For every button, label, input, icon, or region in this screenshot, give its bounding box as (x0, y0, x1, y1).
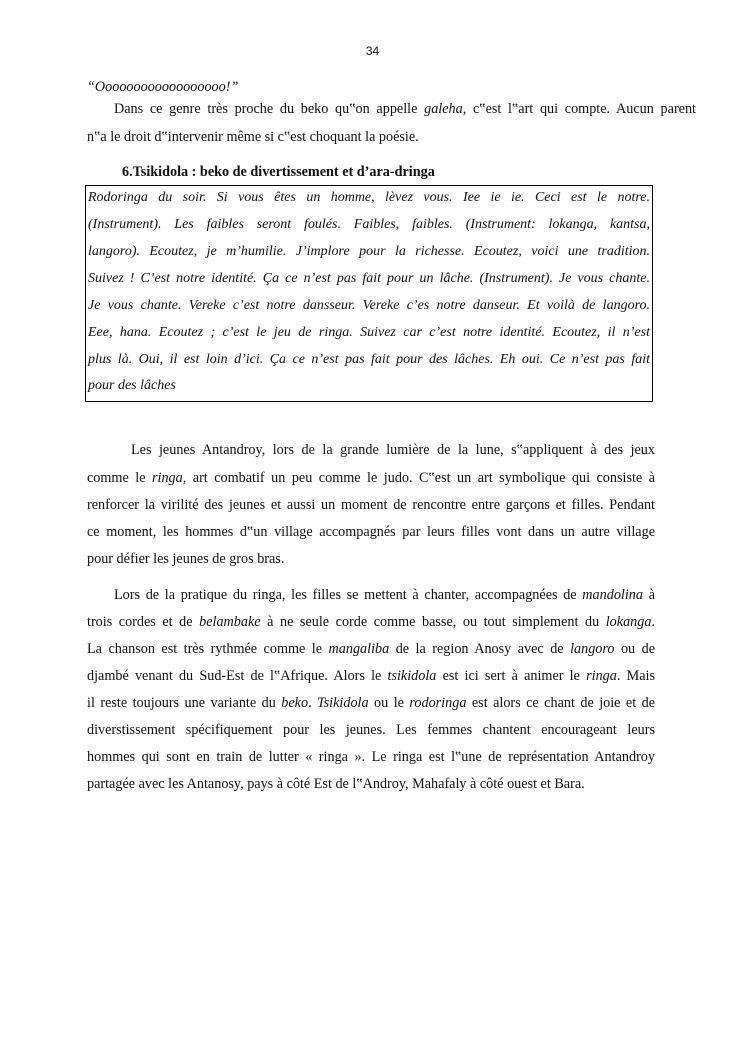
paragraph-2-line-1: Lors de la pratique du ringa, les filles se mettent à chanter, accompagnées de mandolina à (114, 587, 655, 603)
paragraph-2-line-6: diverstissement spécifiquement pour les jeunes. Les femmes chantent encourageant leurs (87, 722, 655, 738)
paragraph-2-line-5: il reste toujours une variante du beko. Tsikidola ou le rodoringa est alors ce chant de joie et de (87, 695, 656, 711)
quote-line: Eee, hana. Ecoutez ; c’est le jeu de ringa. Suivez car c’est notre identité. Ecoutez, il n’est (88, 325, 650, 340)
quote-line: plus là. Oui, il est loin d’ici. Ça ce n’est pas fait pour des lâches. Eh oui. Ce n’est pas fait (88, 352, 650, 367)
quote-line: pour des lâches (88, 378, 176, 393)
quote-line: (Instrument). Les faibles seront foulés. Faibles, faibles. (Instrument: lokanga, kantsa, (88, 217, 650, 232)
paragraph-2-line-7: hommes qui sont en train de lutter « ringa ». Le ringa est l‟une de représentation Antandroy (87, 749, 655, 765)
quote-line: Suivez ! C’est notre identité. Ça ce n’est pas fait pour un lâche. (Instrument). Je vous chante. (88, 271, 650, 286)
quote-line: langoro). Ecoutez, je m’humilie. J’implore pour la richesse. Ecoutez, voici une tradition. (88, 244, 650, 259)
paragraph-1-line-4: ce moment, les hommes d‟un village accompagnés par leurs filles vont dans un autre village (87, 524, 655, 540)
quote-line: Je vous chante. Vereke c’est notre dansseur. Vereke c’es notre danseur. Et voilà de langoro. (88, 298, 650, 313)
intro-line-1: Dans ce genre très proche du beko qu‟on appelle galeha, c‟est l‟art qui compte. Aucun parent (114, 101, 696, 117)
paragraph-1-line-1: Les jeunes Antandroy, lors de la grande lumière de la lune, s‟appliquent à des jeux (131, 442, 655, 458)
paragraph-1-line-3: renforcer la virilité des jeunes et aussi un moment de rencontre entre garçons et filles. Pendant (87, 497, 655, 513)
song-quote-box (85, 185, 653, 402)
paragraph-2-line-4: djambé venant du Sud-Est de l‟Afrique. Alors le tsikidola est ici sert à animer le ringa. Mais (87, 668, 655, 684)
paragraph-2-line-8: partagée avec les Antanosy, pays à côté Est de l‟Androy, Mahafaly à côté ouest et Bara. (87, 776, 585, 792)
quote-line: Rodoringa du soir. Si vous êtes un homme, lèvez vous. Iee ie ie. Ceci est le notre. (88, 190, 650, 205)
paragraph-1-line-2: comme le ringa, art combatif un peu comme le judo. C‟est un art symbolique qui consiste à (87, 470, 655, 486)
exclamation-line: “Oooooooooooooooooo!” (87, 79, 239, 95)
paragraph-2-line-3: La chanson est très rythmée comme le mangaliba de la region Anosy avec de langoro ou de (87, 641, 655, 657)
page-number: 34 (365, 44, 380, 58)
section-heading: 6.Tsikidola : beko de divertissement et d’ara-dringa (122, 164, 435, 180)
intro-line-2: n‟a le droit d‟intervenir même si c‟est choquant la poésie. (87, 129, 419, 145)
paragraph-2-line-2: trois cordes et de belambake à ne seule corde comme basse, ou tout simplement du lokanga. (87, 614, 655, 630)
paragraph-1-line-5: pour défier les jeunes de gros bras. (87, 551, 285, 567)
